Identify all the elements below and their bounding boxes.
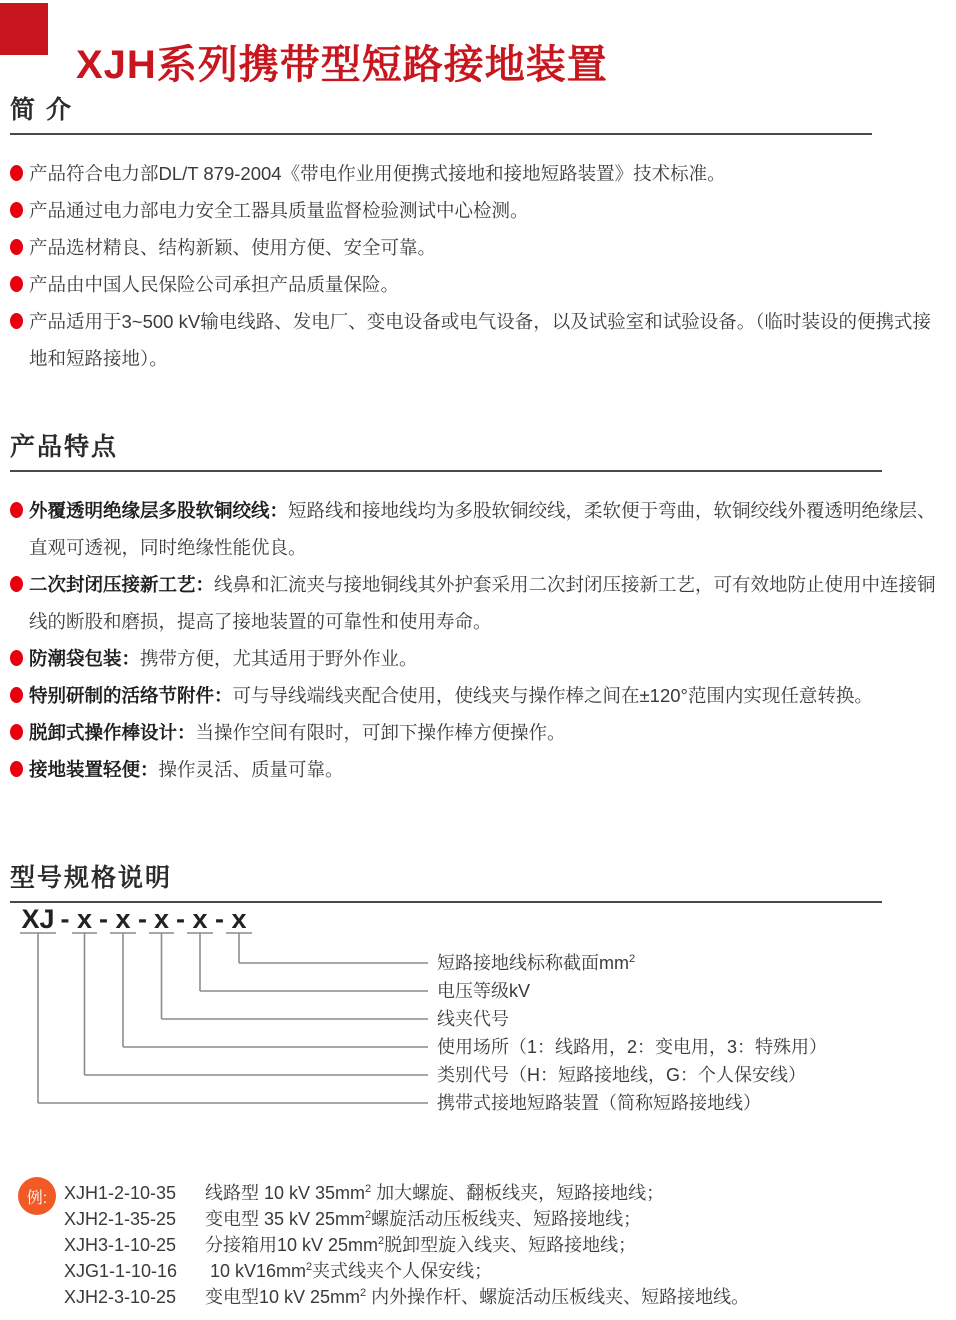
example-desc-pre: 线路型 10 kV 35mm (205, 1183, 366, 1203)
feature-lead: 二次封闭压接新工艺： (29, 574, 215, 595)
features-heading: 产品特点 (10, 433, 119, 461)
feature-item (10, 751, 945, 788)
example-row (64, 1232, 749, 1258)
feature-item (10, 566, 945, 640)
bullet-dot-icon (10, 313, 23, 329)
feature-body: 当操作空间有限时，可卸下操作棒方便操作。 (195, 722, 566, 743)
feature-lead: 脱卸式操作棒设计： (29, 722, 196, 743)
example-model-code: XJH2-3-10-25 (64, 1287, 177, 1307)
intro-bullet-text: 产品通过电力部电力安全工器具质量监督检验测试中心检测。 (29, 200, 529, 221)
section-intro (10, 90, 945, 377)
bullet-dot-icon (10, 239, 23, 255)
intro-bullet (10, 192, 945, 229)
formula-segment: XJ (21, 904, 55, 934)
formula-dash: - (215, 904, 224, 934)
intro-bullet-text: 产品适用于3~500 kV输电线路、发电厂、变电设备或电气设备，以及试验室和试验设备。（临时装设的便携式接地和短路接地）。 (29, 311, 931, 369)
intro-heading: 简 介 (10, 96, 73, 124)
formula-segment: x (76, 904, 93, 934)
formula-dash: - (138, 904, 147, 934)
diagram-label-text: 电压等级kV (437, 981, 531, 1001)
bullet-dot-icon (10, 165, 23, 181)
example-desc-sup: 2 (378, 1235, 385, 1247)
intro-bullet-text: 产品选材精良、结构新颖、使用方便、安全可靠。 (29, 237, 437, 258)
formula-dash: - (60, 904, 70, 934)
example-desc (205, 1261, 492, 1281)
bullet-dot-icon (10, 687, 23, 703)
diagram-label-voltage (437, 978, 530, 1004)
intro-bullet (10, 229, 945, 266)
example-row (64, 1258, 749, 1284)
diagram-label-text: 线夹代号 (437, 1009, 509, 1029)
page-title: XJH系列携带型短路接地装置 (76, 42, 608, 87)
section-examples (0, 1170, 956, 1320)
features-list (10, 492, 945, 788)
feature-item (10, 714, 945, 751)
intro-bullet (10, 266, 945, 303)
diagram-label-text: 携带式接地短路装置（简称短路接地线） (437, 1093, 761, 1113)
example-model-code: XJH3-1-10-25 (64, 1235, 177, 1255)
example-desc-sup: 2 (365, 1209, 372, 1221)
feature-lead: 特别研制的活络节附件： (29, 685, 233, 706)
diagram-label-device (437, 1090, 761, 1116)
bullet-dot-icon (10, 202, 23, 218)
feature-text (29, 640, 945, 677)
feature-text (29, 714, 945, 751)
example-desc (205, 1235, 636, 1255)
example-desc-pre: 变电型10 kV 25mm (205, 1287, 361, 1307)
feature-text (29, 751, 945, 788)
example-desc (205, 1183, 664, 1203)
example-desc-post: 脱卸型旋入线夹、短路接地线； (384, 1235, 637, 1255)
example-row (64, 1206, 749, 1232)
example-desc-pre: 10 kV16mm (205, 1261, 307, 1281)
intro-bullet (10, 155, 945, 192)
bullet-dot-icon (10, 650, 23, 666)
formula-dash: - (176, 904, 185, 934)
example-model-code: XJG1-1-10-16 (64, 1261, 178, 1281)
example-desc-pre: 分接箱用10 kV 25mm (205, 1235, 379, 1255)
bullet-dot-icon (10, 502, 23, 518)
formula-segment: x (153, 904, 170, 934)
example-desc-sup: 2 (306, 1261, 313, 1273)
example-model-code: XJH2-1-35-25 (64, 1209, 177, 1229)
feature-body: 携带方便，尤其适用于野外作业。 (140, 648, 418, 669)
section-features (10, 427, 945, 788)
example-row (64, 1284, 749, 1310)
example-rows (64, 1180, 749, 1310)
feature-item (10, 677, 945, 714)
diagram-label-usage (437, 1034, 827, 1060)
intro-bullet-text: 产品符合电力部DL/T 879-2004《带电作业用便携式接地和接地短路装置》技术标准。 (29, 163, 726, 184)
diagram-label-text: 类别代号（H：短路接地线，G：个人保安线） (437, 1065, 806, 1085)
diagram-label-clamp-code (437, 1006, 509, 1032)
feature-text (29, 677, 945, 714)
diagram-label-text: 短路接地线标称截面mm (437, 953, 629, 973)
example-desc-sup: 2 (365, 1183, 372, 1195)
features-rule (10, 470, 882, 472)
example-desc (205, 1287, 749, 1307)
feature-item (10, 640, 945, 677)
example-desc-pre: 变电型 35 kV 25mm (205, 1209, 366, 1229)
formula-segment: x (231, 904, 247, 934)
model-spec-heading: 型号规格说明 (10, 864, 173, 892)
example-badge: 例: (18, 1177, 56, 1215)
section-model-spec (0, 858, 956, 1130)
feature-text (29, 492, 945, 566)
bullet-dot-icon (10, 276, 23, 292)
intro-bullet-list (10, 155, 945, 377)
diagram-label-sup: 2 (629, 953, 636, 965)
feature-lead: 外覆透明绝缘层多股软铜绞线： (29, 500, 289, 521)
bullet-dot-icon (10, 761, 23, 777)
example-desc-post: 内外操作杆、螺旋活动压板线夹、短路接地线。 (366, 1287, 750, 1307)
formula-segment: x (115, 904, 131, 934)
example-model-code: XJH1-2-10-35 (64, 1183, 177, 1203)
feature-item (10, 492, 945, 566)
bullet-dot-icon (10, 724, 23, 740)
example-row (64, 1180, 749, 1206)
feature-lead: 接地装置轻便： (29, 759, 159, 780)
feature-text (29, 566, 945, 640)
diagram-label-cross-section (437, 950, 635, 976)
diagram-label-category (437, 1062, 806, 1088)
bullet-dot-icon (10, 576, 23, 592)
feature-body: 可与导线端线夹配合使用，使线夹与操作棒之间在±120°范围内实现任意转换。 (232, 685, 873, 706)
example-desc-sup: 2 (360, 1287, 367, 1299)
formula-segment: x (192, 904, 208, 934)
example-desc-post: 螺旋活动压板线夹、短路接地线； (371, 1209, 642, 1229)
example-desc-post: 加大螺旋、翻板线夹，短路接地线； (371, 1183, 665, 1203)
feature-body: 线鼻和汇流夹与接地铜线其外护套采用二次封闭压接新工艺，可有效地防止使用中连接铜线的断股和磨损，提高了接地装置的可靠性和使用寿命。 (29, 574, 936, 632)
feature-lead: 防潮袋包装： (29, 648, 141, 669)
diagram-label-text: 使用场所（1：线路用，2：变电用，3：特殊用） (437, 1037, 828, 1057)
example-desc (205, 1209, 641, 1229)
intro-bullet (10, 303, 945, 377)
feature-body: 操作灵活、质量可靠。 (158, 759, 344, 780)
intro-bullet-text: 产品由中国人民保险公司承担产品质量保险。 (29, 274, 400, 295)
example-desc-post: 夹式线夹个人保安线； (312, 1261, 493, 1281)
intro-rule (10, 133, 872, 135)
feature-body: 短路线和接地线均为多股软铜绞线，柔软便于弯曲，软铜绞线外覆透明绝缘层、直观可透视，同时绝缘性能优良。 (29, 500, 936, 558)
formula-dash: - (99, 904, 108, 934)
header-red-square (0, 3, 48, 55)
